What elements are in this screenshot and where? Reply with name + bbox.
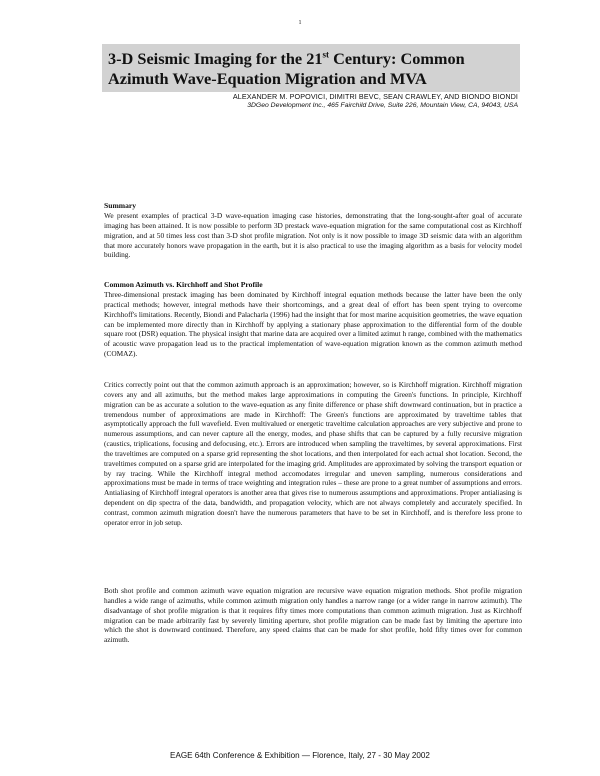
affiliation: 3DGeo Development Inc., 465 Fairchild Drive, Suite 226, Mountain View, CA, 94043, USA (247, 102, 518, 109)
title-line2: Azimuth Wave-Equation Migration and MVA (108, 69, 427, 88)
section-paragraph: Critics correctly point out that the common azimuth approach is an approximation; however, so is Kirchhoff migration. Kirchhoff migration covers any and all azimuths, but the method makes large approximations in computing the Green's functions. In principle, Kirchhoff migration can be as accurate a solution to the wave-equation as any finite difference or phase shift downward continuation, but in practice a tremendous number of approximations are made in Kirchhoff: The Green's functions are approximated by traveltime tables that asymptotically approach the full wavefield. Even multivalued or energetic traveltime calculation approaches are very subjective and prone to numerous assumptions, and can never capture all the energy, modes, and phase shifts that can be captured by a fully recursive migration (caustics, triplications, focusing and defocusing, etc.). Errors are introduced when sampling the traveltimes, by several approximations. First the traveltimes are computed on a sparse grid representing the shot locations, and then interpolated for each actual shot location. Second, the traveltimes computed on a sparse grid are interpolated for the imaging grid. Amplitudes are approximated by solving the transport equation or by ray tracing. While the Kirchhoff integral method accomodates irregular and uneven sampling, numerous considerations and approximations must be made in terms of trace weighting and integration rules – these are prone to a great number of assumptions and errors. Antialiasing of Kirchhoff integral operators is another area that gives rise to numerous assumptions and approximations. Proper antialiasing is dependent on dip spectra of the data, bandwidth, and propagation velocity, which are not always completely and accurately specified. In contrast, common azimuth migration doesn't have the numerous parameters that have to be set in Kirchhoff, and is therefore less prone to operator error in job setup. (104, 380, 522, 527)
summary-paragraph: We present examples of practical 3-D wave-equation imaging case histories, demonstrating that the long-sought-after goal of accurate imaging has been attained. It is now possible to perform 3D prestack wave-equation migration for the same computational cost as Kirchhoff migration, and at 50 times less cost than 3-D shot profile migration. Not only is it now possible to image 3D seismic data with an algorithm that more accurately honors wave propagation in the earth, but it is also practical to use the imaging algorithm as a basis for velocity model building. (104, 211, 522, 260)
conference-footer: EAGE 64th Conference & Exhibition — Florence, Italy, 27 - 30 May 2002 (170, 751, 430, 760)
summary-heading: Summary (104, 201, 137, 210)
page-number: 1 (298, 20, 302, 26)
paper-title (108, 49, 518, 89)
section-paragraph: Three-dimensional prestack imaging has been dominated by Kirchhoff integral equation methods because the latter have been the only practical methods; however, integral methods have their shortcomings, and a great deal of effort has been spent trying to overcome Kirchhoff's limitations. Recently, Biondi and Palacharla (1996) had the insight that for most marine acquisition geometries, the wave equation can be implemented more directly than in Kirchhoff by applying a stationary phase approximation to the differential form of the double square root (DSR) equation. The physical insight that marine data are acquired over a limited azimut h range, combined with the mathematics of acoustic wave propagation lead us to the practical implementation of wave-equation migration known as the common azimuth method (COMAZ). (104, 290, 522, 359)
authors: ALEXANDER M. POPOVICI, DIMITRI BEVC, SEAN CRAWLEY, AND BIONDO BIONDI (232, 92, 518, 101)
section-heading: Common Azimuth vs. Kirchhoff and Shot Profile (104, 280, 263, 289)
section-paragraph: Both shot profile and common azimuth wave equation migration are recursive wave equation migration methods. Shot profile migration handles a wide range of azimuths, while common azimuth migration only handles a narrow range (or a wider range in narrow azimuth). The disadvantage of shot profile migration is that it requires fifty times more computations than common azimuth migration. Just as Kirchhoff migration can be made arbitrarily fast by severely limiting aperture, shot profile migration can be made fast by limiting the aperture into which the shot is downward continued. Therefore, any speed claims that can be made for shot profile, hold fifty times over for common azimuth. (104, 586, 522, 645)
title-line1-prefix: 3-D Seismic Imaging for the 21 (108, 49, 323, 68)
title-superscript: st (322, 49, 330, 60)
title-line1-suffix: Century: Common (329, 49, 465, 68)
